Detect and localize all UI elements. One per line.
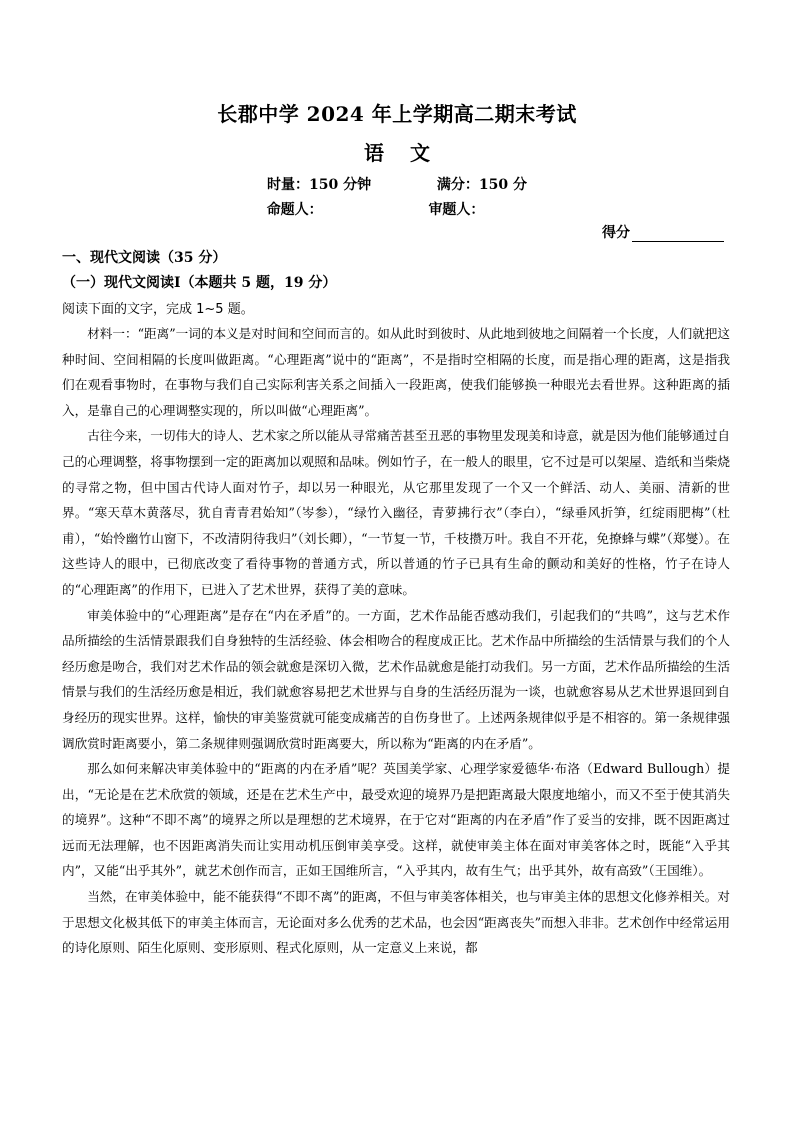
passage-paragraph-2: 古往今来，一切伟大的诗人、艺术家之所以能从寻常痛苦甚至丑恶的事物里发现美和诗意，就是因为他们能够通过自己的心理调整，将事物摆到一定的距离加以观照和品味。例如竹子，在一般人的眼里，它不过是可以架屋、造纸和当柴烧的寻常之物，但中国古代诗人面对竹子，却以另一种眼光，从它那里发现了一个又一个鲜活、动人、美丽、清新的世界。“寒天草木黄落尽，犹自青青君始知”（岑参），“绿竹入幽径，青萝拂行衣”（李白），“绿垂风折笋，红绽雨肥梅”（杜甫），“始怜幽竹山窗下，不改清阴待我归”（刘长卿），“一节复一节，千枝攒万叶。我自不开花，免撩蜂与蝶”（郑燮）。在这些诗人的眼中，已彻底改变了看待事物的普通方式，所以普通的竹子已具有生命的颤动和美好的性格，竹子在诗人的“心理距离”的作用下，已进入了艺术世界，获得了美的意味。	[62, 428, 730, 597]
exam-title: 长郡中学 2024 年上学期高二期末考试	[217, 102, 577, 126]
reading-passage	[62, 321, 730, 961]
passage-paragraph-1: 材料一：“距离”一词的本义是对时间和空间而言的。如从此时到彼时、从此地到彼地之间隔着一个长度，人们就把这种时间、空间相隔的长度叫做距离。“心理距离”说中的“距离”，不是指时空相隔的长度，而是指心理的距离，这是指我们在观看事物时，在事物与我们自己实际利害关系之间插入一段距离，使我们能够换一种眼光去看世界。这种距离的插入，是靠自己的心理调整实现的，所以叫做“心理距离”。	[62, 326, 730, 418]
subject-title: 语文	[364, 141, 456, 165]
passage-paragraph-4: 那么如何来解决审美体验中的“距离的内在矛盾”呢？英国美学家、心理学家爱德华·布洛（Edward Bullough）提出，“无论是在艺术欣赏的领域，还是在艺术生产中，最受欢迎的境界乃是把距离最大限度地缩小，而又不至于使其消失的境界”。这种“不即不离”的境界之所以是理想的艺术境界，在于它对“距离的内在矛盾”作了妥当的安排，既不因距离过远而无法理解，也不因距离消失而让实用动机压倒审美享受。这样，就使审美主体在面对审美客体之时，既能“入乎其内”，又能“出乎其外”，就艺术创作而言，正如王国维所言，“入乎其内，故有生气；出乎其外，故有高致”（王国维）。	[62, 761, 730, 879]
reading-instruction: 阅读下面的文字，完成 1~5 题。	[62, 302, 254, 317]
score-label: 得分	[602, 225, 630, 241]
section-heading-part1: 一、现代文阅读（35 分）	[62, 250, 227, 266]
exam-meta-time-score	[0, 174, 794, 194]
score-blank-line[interactable]	[632, 227, 724, 242]
score-field[interactable]	[602, 222, 724, 242]
passage-paragraph-5: 当然，在审美体验中，能不能获得“不即不离”的距离，不但与审美客体相关，也与审美主体的思想文化修养相关。对于思想文化极其低下的审美主体而言，无论面对多么优秀的艺术品，也会因“距离丧失”而想入非非。艺术创作中经常运用的诗化原则、陌生化原则、变形原则、程式化原则，从一定意义上来说，都	[62, 889, 730, 956]
section-heading-reading-1: （一）现代文阅读Ⅰ（本题共 5 题，19 分）	[62, 275, 337, 291]
time-label: 时量：150 分钟	[267, 177, 372, 193]
full-score-label: 满分：150 分	[436, 177, 527, 193]
reviewer-label: 审题人：	[428, 202, 485, 218]
passage-paragraph-3: 审美体验中的“心理距离”是存在“内在矛盾”的。一方面，艺术作品能否感动我们，引起我们的“共鸣”，这与艺术作品所描绘的生活情景跟我们自身独特的生活经验、体会相吻合的程度成正比。艺术作品中所描绘的生活情景与我们的个人经历愈是吻合，我们对艺术作品的领会就愈是深切入微，艺术作品就愈是能打动我们。另一方面，艺术作品所描绘的生活情景与我们的生活经历愈是相近，我们就愈容易把艺术世界与自身的生活经历混为一谈，也就愈容易从艺术世界退回到自身经历的现实世界。这样，愉快的审美鉴赏就可能变成痛苦的自伤身世了。上述两条规律似乎是不相容的。第一条规律强调欣赏时距离要小，第二条规律则强调欣赏时距离要大，所以称为“距离的内在矛盾”。	[62, 607, 730, 751]
setter-label: 命题人：	[266, 202, 323, 218]
exam-meta-staff	[0, 199, 794, 219]
